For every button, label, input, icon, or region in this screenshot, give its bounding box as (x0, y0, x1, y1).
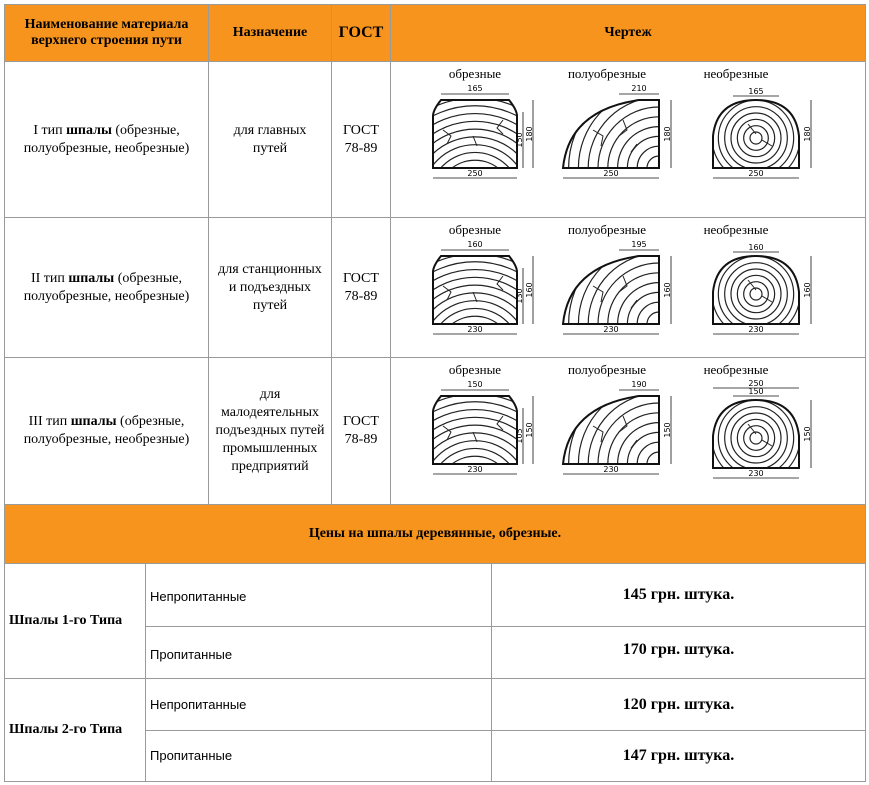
header-gost (331, 4, 391, 62)
dim-top-text: 150 (748, 387, 764, 396)
header-gost-text: ГОСТ (338, 24, 384, 41)
header-purpose-text: Назначение (232, 25, 308, 40)
sleeper-type-text (9, 413, 204, 449)
prices-title-text: Цены на шпалы деревянные, обрезные. (308, 526, 562, 541)
sleeper-cross-section-drawing (421, 380, 551, 504)
dim-top-text: 190 (631, 380, 647, 389)
type-suffix: (обрезные, полуобрезные, необрезные) (23, 270, 190, 304)
price-cell (491, 678, 866, 731)
purpose-text: для малодеятельных подъездных путей промышленных предприятий (215, 387, 325, 474)
sleeper-drawing (390, 61, 866, 218)
label-edged: обрезные (448, 66, 502, 81)
dim-top-text: 160 (467, 240, 483, 249)
dim-top-text: 165 (467, 84, 483, 93)
sleeper-cross-section-drawing (553, 380, 683, 504)
price-value: 145 грн. штука. (622, 586, 735, 603)
edged-section (421, 380, 551, 504)
sleeper-purpose (208, 61, 332, 218)
label-half-edged: полуобрезные (567, 222, 647, 237)
label-edged: обрезные (448, 362, 502, 377)
header-material (4, 4, 209, 62)
label-half-edged: полуобрезные (567, 362, 647, 377)
dim-height-text: 150 (663, 422, 672, 438)
edged-section (421, 240, 551, 357)
price-cell (491, 626, 866, 679)
half-edged-section (553, 84, 683, 217)
price-cell (491, 563, 866, 627)
dim-height-text: 180 (525, 126, 534, 142)
header-drawing-text: Чертеж (604, 25, 652, 40)
price-type-cell (145, 730, 492, 782)
sleeper-cross-section-drawing (421, 240, 551, 357)
dim-bottom-text: 230 (467, 465, 483, 474)
dim-height-text: 150 (525, 422, 534, 438)
sleeper-type-name (4, 217, 209, 358)
unedged-section (712, 87, 812, 182)
header-material-text: Наименование материала верхнего строения пути (24, 17, 189, 48)
unedged-section (712, 380, 812, 482)
dim-bottom-text: 230 (603, 325, 619, 334)
dim-bottom-text: 230 (603, 465, 619, 474)
sleeper-type-text (9, 122, 204, 158)
label-unedged: необрезные (703, 66, 769, 81)
sleeper-type-name (4, 61, 209, 218)
dim-bottom-text: 230 (748, 469, 764, 478)
sleeper-cross-section-drawing (553, 84, 683, 217)
sleeper-drawing (390, 217, 866, 358)
dim-height-text: 160 (803, 282, 812, 298)
dim-inner-text: 105 (515, 428, 524, 444)
type-prefix: II тип (30, 270, 69, 286)
gost-text: ГОСТ 78-89 (343, 270, 379, 304)
dim-bottom-text: 250 (603, 169, 619, 178)
sleeper-cross-section-drawing (701, 380, 831, 504)
price-type-cell (145, 678, 492, 731)
sleeper-cross-section-drawing (701, 84, 831, 217)
price-type-text: Непропитанные (150, 696, 247, 712)
dim-height-text: 180 (803, 126, 812, 142)
type-bold: шпалы (66, 122, 112, 138)
price-type-text: Пропитанные (150, 748, 233, 763)
header-purpose (208, 4, 332, 62)
dim-height-text: 160 (525, 282, 534, 298)
label-unedged: необрезные (703, 222, 769, 237)
label-edged: обрезные (448, 222, 502, 237)
dim-top-text: 150 (467, 380, 483, 389)
sleeper-gost (331, 61, 391, 218)
sleeper-drawing (390, 357, 866, 505)
gost-text: ГОСТ 78-89 (343, 122, 379, 156)
sleeper-purpose (208, 217, 332, 358)
price-value: 147 грн. штука. (622, 747, 735, 764)
dim-height-text: 160 (663, 282, 672, 298)
prices-title (4, 504, 866, 564)
type-suffix: (обрезные, полуобрезные, необрезные) (23, 414, 190, 447)
dim-top-text: 195 (631, 240, 647, 249)
sleeper-type-text (9, 270, 204, 306)
price-group-2 (4, 678, 146, 782)
sleeper-type-name (4, 357, 209, 505)
dim-inner-text: 130 (515, 288, 524, 304)
price-type-text: Пропитанные (150, 646, 233, 662)
dim-top-text: 210 (631, 84, 647, 93)
half-edged-section (553, 240, 683, 357)
type-bold: шпалы (70, 414, 117, 429)
sleeper-gost (331, 357, 391, 505)
dim-bottom-text: 250 (467, 169, 483, 178)
type-bold: шпалы (68, 270, 115, 286)
header-drawing (390, 4, 866, 62)
sleeper-cross-section-drawing (701, 240, 831, 357)
price-group-1 (4, 563, 146, 679)
dim-bottom-text: 230 (748, 325, 764, 334)
dim-height-text: 150 (803, 426, 812, 442)
unedged-section (712, 243, 812, 338)
sleeper-gost (331, 217, 391, 358)
half-edged-section (553, 380, 683, 504)
type-suffix: (обрезные, полуобрезные, необрезные) (23, 122, 190, 156)
price-cell (491, 730, 866, 782)
gost-text: ГОСТ 78-89 (343, 414, 379, 447)
type-prefix: I тип (33, 122, 67, 138)
price-group-1-name: Шпалы 1-го Типа (9, 613, 123, 628)
label-unedged: необрезные (703, 362, 769, 377)
dim-top2-text: 250 (748, 380, 764, 388)
dim-inner-text: 150 (515, 132, 524, 148)
price-type-cell (145, 563, 492, 627)
dim-top-text: 165 (748, 87, 764, 96)
edged-section (421, 84, 551, 217)
price-type-cell (145, 626, 492, 679)
dim-top-text: 160 (748, 243, 764, 252)
price-value: 120 грн. штука. (622, 695, 735, 713)
price-type-text: Непропитанные (150, 589, 247, 604)
purpose-text: для главных путей (233, 122, 307, 156)
sleeper-cross-section-drawing (553, 240, 683, 357)
sleeper-cross-section-drawing (421, 84, 551, 217)
price-value: 170 грн. штука. (622, 641, 735, 658)
dim-bottom-text: 250 (748, 169, 764, 178)
price-group-2-name: Шпалы 2-го Типа (9, 722, 123, 737)
sleeper-purpose (208, 357, 332, 505)
dim-height-text: 180 (663, 126, 672, 142)
type-prefix: III тип (28, 414, 71, 429)
purpose-text: для станционных и подъездных путей (218, 261, 322, 313)
dim-bottom-text: 230 (467, 325, 483, 334)
label-half-edged: полуобрезные (567, 66, 647, 81)
